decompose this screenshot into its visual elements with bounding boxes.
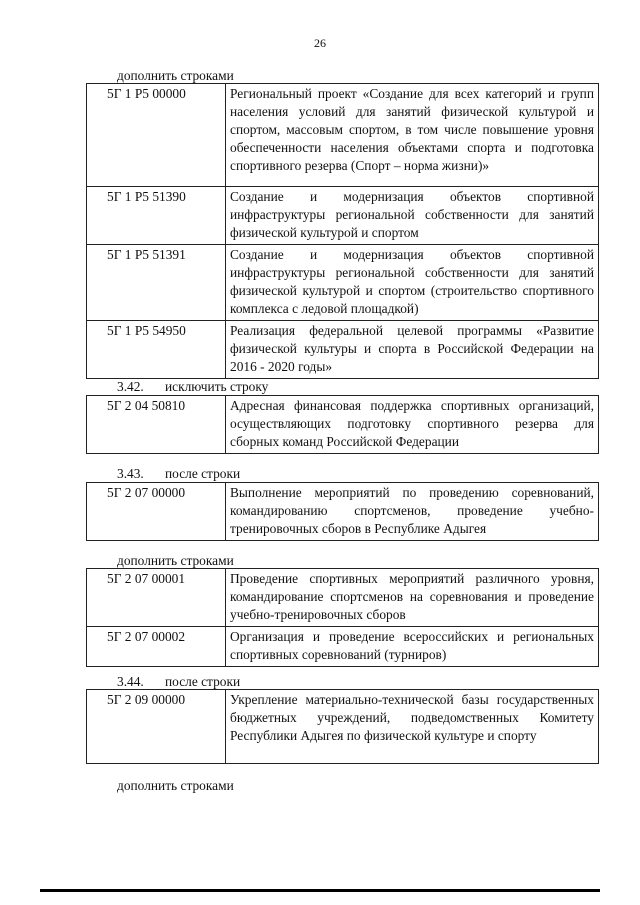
code-description: Адресная финансовая поддержка спортивных организаций, осуществляющих подготовку спортивного резерва для сборных команд Российской Федерации <box>226 396 599 454</box>
section-label-text: после строки <box>165 466 241 481</box>
section-number: 3.42. <box>117 379 144 394</box>
scan-bottom-edge <box>40 889 600 892</box>
table-row <box>87 627 599 667</box>
section-label-text: исключить строку <box>165 379 269 394</box>
table-row <box>87 84 599 187</box>
budget-code: 5Г 1 P5 00000 <box>87 84 226 187</box>
budget-code: 5Г 2 07 00001 <box>87 569 226 627</box>
table-row <box>87 569 599 627</box>
code-table <box>86 689 599 764</box>
table-row <box>87 187 599 245</box>
section-label <box>117 674 240 690</box>
section-label-text: дополнить строками <box>117 553 234 568</box>
section-number: 3.44. <box>117 674 144 689</box>
code-description: Реализация федеральной целевой программы «Развитие физической культуры и спорта в Российской Федерации на 2016 - 2020 годы» <box>226 321 599 379</box>
budget-code: 5Г 1 P5 54950 <box>87 321 226 379</box>
table-row <box>87 396 599 454</box>
table-row <box>87 483 599 541</box>
budget-code: 5Г 2 09 00000 <box>87 690 226 764</box>
budget-code: 5Г 2 07 00002 <box>87 627 226 667</box>
section-label-text: после строки <box>165 674 241 689</box>
budget-code: 5Г 2 07 00000 <box>87 483 226 541</box>
section-number: 3.43. <box>117 466 144 481</box>
section-label <box>117 466 240 482</box>
budget-code: 5Г 1 P5 51390 <box>87 187 226 245</box>
section-label <box>117 68 234 84</box>
code-table <box>86 482 599 541</box>
code-description: Организация и проведение всероссийских и региональных спортивных соревнований (турниров) <box>226 627 599 667</box>
code-description: Создание и модернизация объектов спортивной инфраструктуры региональной собственности для занятий физической культурой и спортом <box>226 187 599 245</box>
code-table <box>86 83 599 379</box>
table-row <box>87 245 599 321</box>
code-table <box>86 395 599 454</box>
code-description: Проведение спортивных мероприятий различного уровня, командирование спортсменов на соревнования и проведение учебно-тренировочных сборов <box>226 569 599 627</box>
section-label-text: дополнить строками <box>117 68 234 83</box>
code-description: Выполнение мероприятий по проведению соревнований, командированию спортсменов, проведение учебно-тренировочных сборов в Республике Адыгея <box>226 483 599 541</box>
section-label <box>117 553 234 569</box>
code-table <box>86 568 599 667</box>
page-number: 26 <box>314 36 326 50</box>
section-label <box>117 379 268 395</box>
section-label-text: дополнить строками <box>117 778 234 793</box>
code-description: Создание и модернизация объектов спортивной инфраструктуры региональной собственности для занятий физической культурой и спортом (строительство спортивного комплекса с ледовой площадкой) <box>226 245 599 321</box>
code-description: Региональный проект «Создание для всех категорий и групп населения условий для занятий физической культурой и спортом, массовым спортом, в том числе повышение уровня обеспеченности населения объектами спорта и подготовка спортивного резерва (Спорт – норма жизни)» <box>226 84 599 187</box>
table-row <box>87 321 599 379</box>
table-row <box>87 690 599 764</box>
code-description: Укрепление материально-технической базы государственных бюджетных учреждений, подведомственных Комитету Республики Адыгея по физической культуре и спорту <box>226 690 599 764</box>
budget-code: 5Г 1 P5 51391 <box>87 245 226 321</box>
budget-code: 5Г 2 04 50810 <box>87 396 226 454</box>
section-label <box>117 778 234 794</box>
